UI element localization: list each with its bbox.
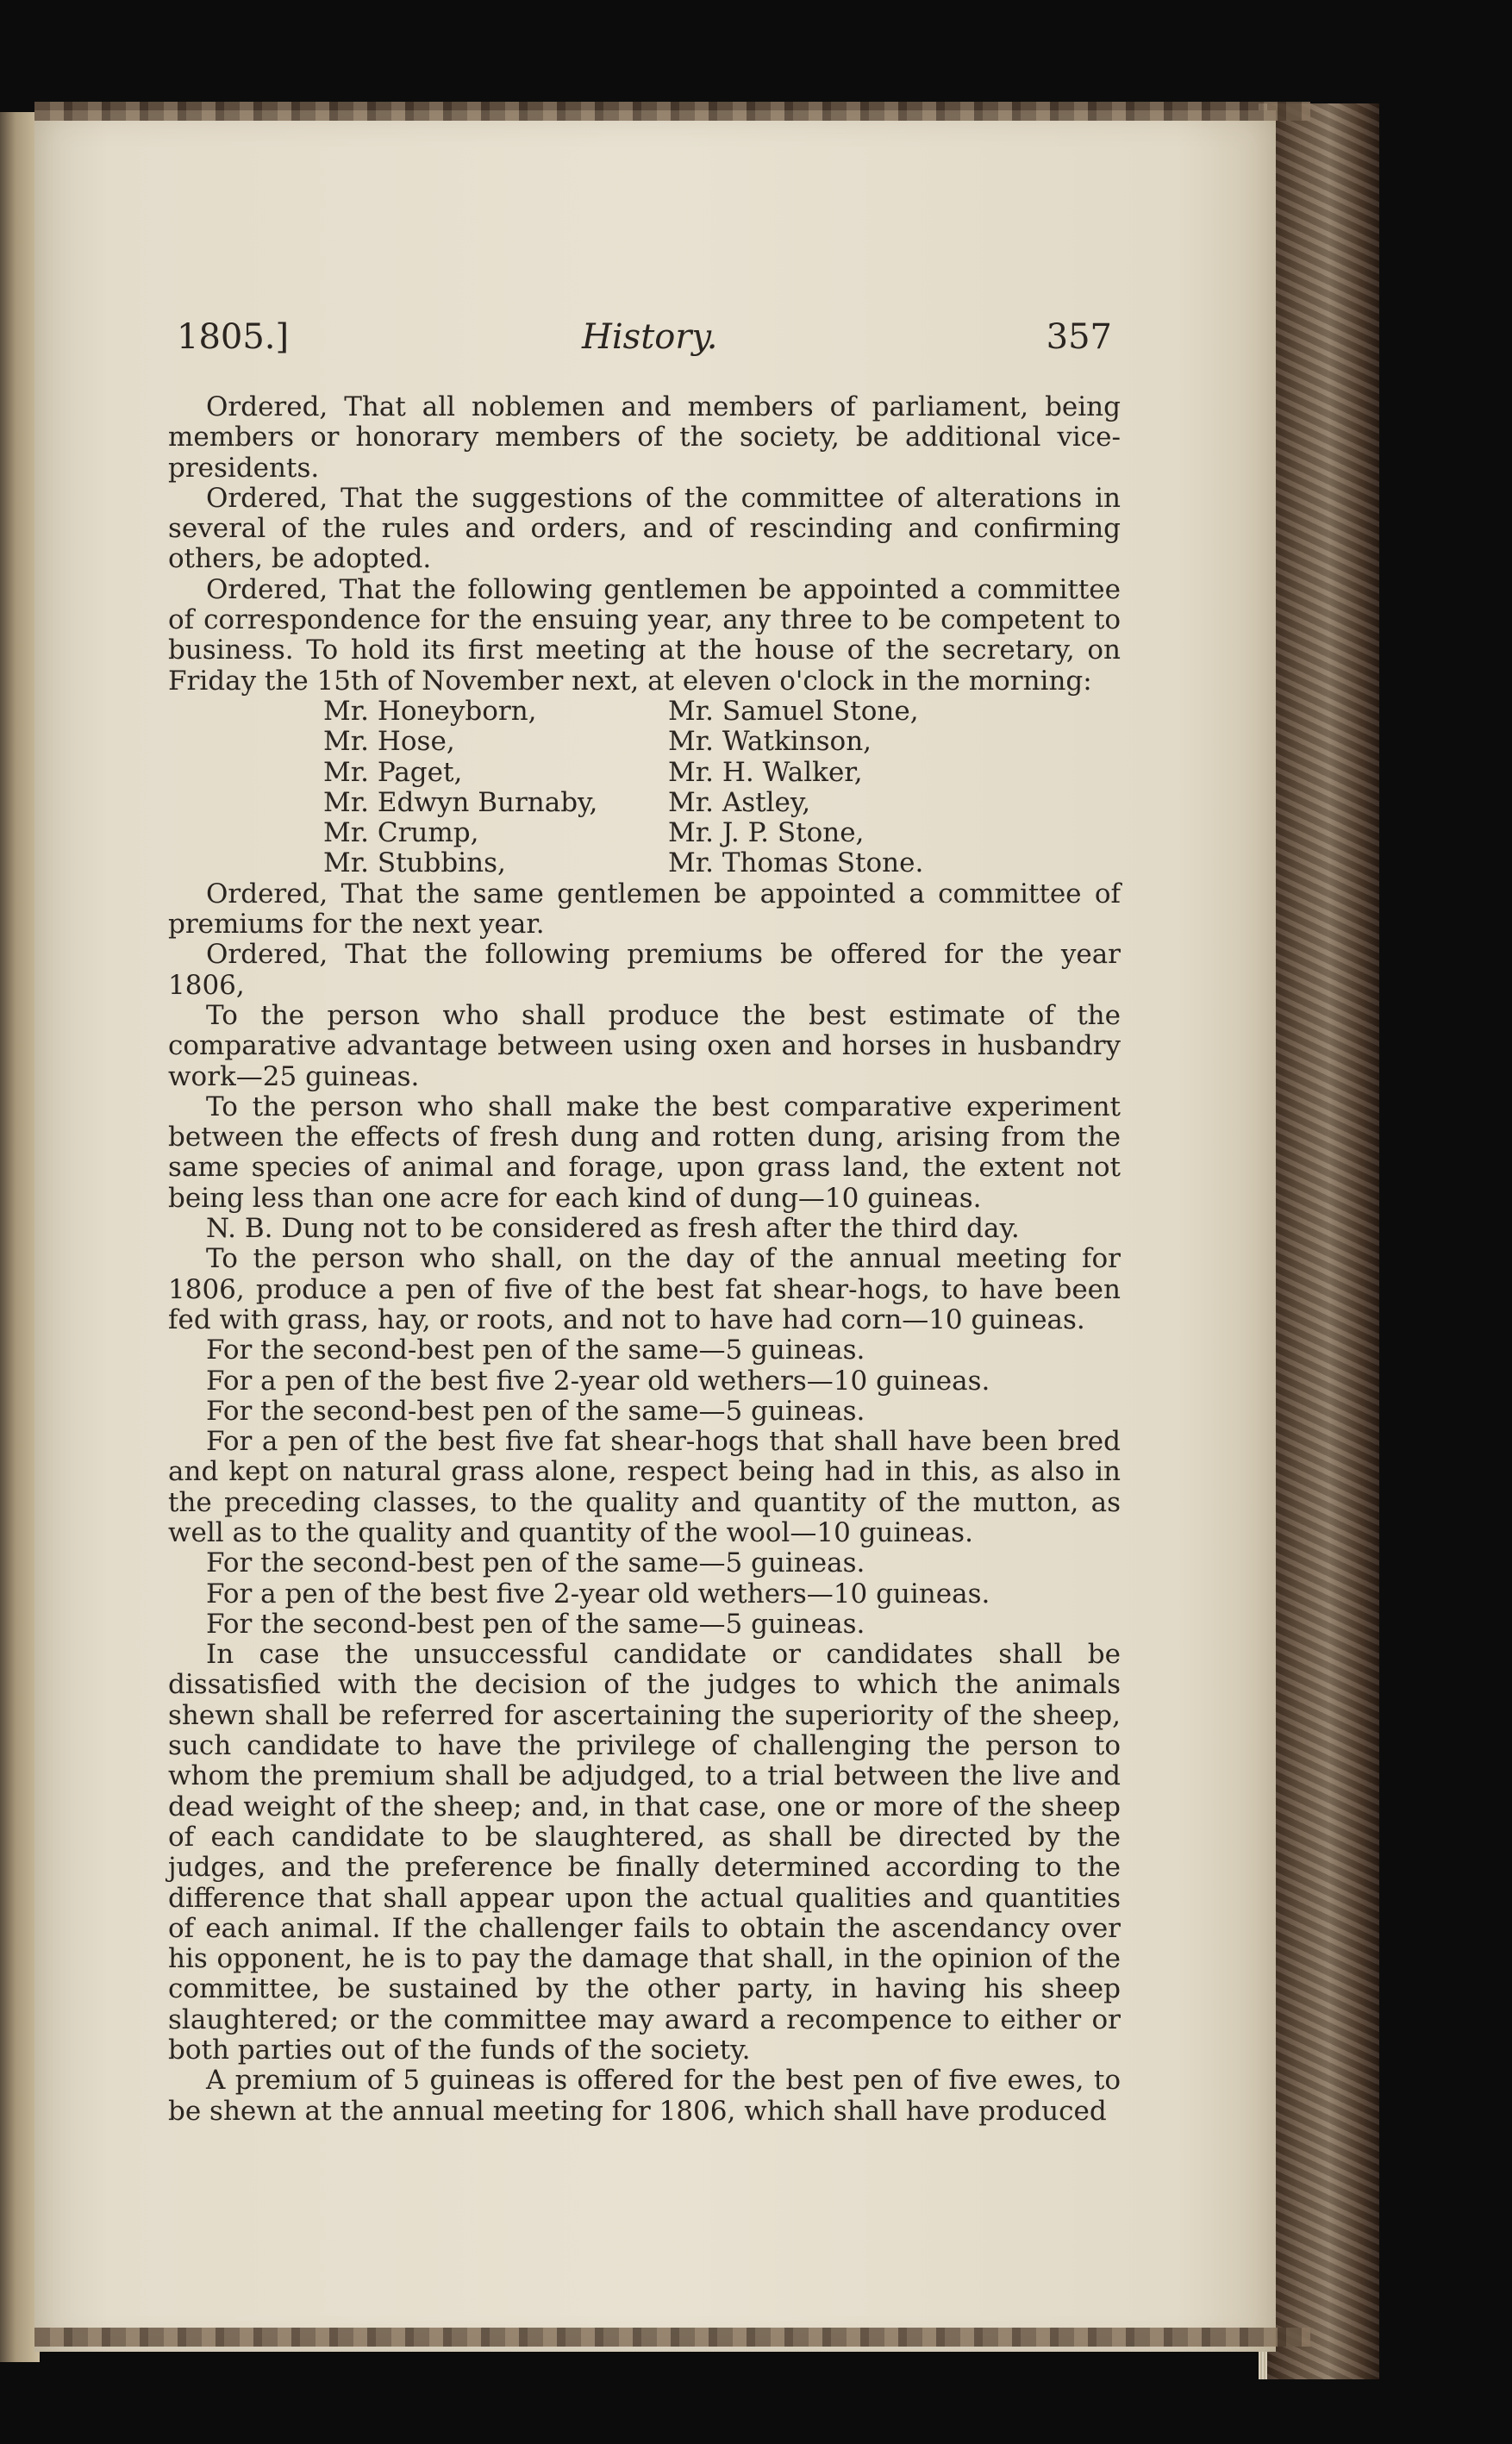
paragraph: For the second-best pen of the same—5 guineas. xyxy=(206,1608,865,1640)
committee-member: Mr. Watkinson, xyxy=(668,726,872,758)
paragraph: Ordered, That the following gentlemen be appointed a committee of correspondence for the ensuing year, any three to be competent to business. To hold its first meeting at the house of the secretary, on Friday the 15th of November next, at eleven o'clock in the morning: xyxy=(168,573,1121,697)
committee-member: Mr. Astley, xyxy=(668,786,811,818)
header-title: History. xyxy=(582,317,718,357)
bottom-page-edge xyxy=(34,2328,1310,2347)
paragraph: For a pen of the best five fat shear-hogs that shall have been bred and kept on natural grass alone, respect being had in this, as also in the preceding classes, to the quality and quantity of the mutton, as well as to the quality and quantity of the wool—10 guineas. xyxy=(168,1426,1121,1548)
paragraph: Ordered, That the following premiums be offered for the year 1806, xyxy=(168,939,1121,1001)
committee-member: Mr. Samuel Stone, xyxy=(668,695,919,727)
page-body xyxy=(168,392,1121,2127)
paragraph: To the person who shall produce the best estimate of the comparative advantage between using oxen and horses in husbandry work—25 guineas. xyxy=(168,999,1121,1092)
paragraph: Ordered, That all noblemen and members of parliament, being members or honorary members of the society, be additional vice-presidents. xyxy=(168,391,1121,484)
paragraph: Ordered, That the same gentlemen be appointed a committee of premiums for the next year. xyxy=(168,878,1121,941)
committee-member: Mr. Thomas Stone. xyxy=(668,847,924,879)
committee-member: Mr. Crump, xyxy=(323,817,479,849)
top-page-edge xyxy=(34,102,1310,121)
committee-member: Mr. J. P. Stone, xyxy=(668,817,865,849)
paragraph: For the second-best pen of the same—5 guineas. xyxy=(206,1395,865,1427)
committee-member: Mr. H. Walker, xyxy=(668,756,863,788)
paragraph: For a pen of the best five 2-year old wethers—10 guineas. xyxy=(206,1578,990,1610)
committee-member: Mr. Honeyborn, xyxy=(323,695,537,727)
paragraph: In case the unsuccessful candidate or candidates shall be dissatisfied with the decision of the judges to which the animals shewn shall be referred for ascertaining the superiority of the sheep, such candidate to have the privilege of challenging the person to whom the premium shall be adjudged, to a trial between the live and dead weight of the sheep; and, in that case, one or more of the sheep of each candidate to be slaughtered, as shall be directed by the judges, and the preference be finally determined according to the difference that shall appear upon the actual qualities and quantities of each animal. If the challenger fails to obtain the ascendancy over his opponent, he is to pay the damage that shall, in the opinion of the committee, be sustained by the other party, in having his sheep slaughtered; or the committee may award a recompence to either or both parties out of the funds of the society. xyxy=(168,1639,1121,2066)
marbled-edge xyxy=(1267,103,1379,2379)
paragraph: For the second-best pen of the same—5 guineas. xyxy=(206,1547,865,1579)
paragraph: To the person who shall, on the day of the annual meeting for 1806, produce a pen of five of the best fat shear-hogs, to have been fed with grass, hay, or roots, and not to have had corn—10 guineas. xyxy=(168,1243,1121,1335)
paragraph: To the person who shall make the best comparative experiment between the effects of fresh dung and rotten dung, arising from the same species of animal and forage, upon grass land, the extent not being less than one acre for each kind of dung—10 guineas. xyxy=(168,1091,1121,1214)
header-year: 1805.] xyxy=(177,317,290,357)
committee-member: Mr. Edwyn Burnaby, xyxy=(323,786,598,818)
committee-member: Mr. Hose, xyxy=(323,726,455,758)
paragraph: For the second-best pen of the same—5 guineas. xyxy=(206,1335,865,1366)
page-number: 357 xyxy=(1046,317,1112,357)
paragraph: For a pen of the best five 2-year old wethers—10 guineas. xyxy=(206,1365,990,1397)
committee-list xyxy=(323,697,1121,879)
committee-member: Mr. Paget, xyxy=(323,756,463,788)
paragraph: A premium of 5 guineas is offered for the best pen of five ewes, to be shewn at the annual meeting for 1806, which shall have produced xyxy=(168,2065,1121,2127)
running-head xyxy=(177,317,1112,360)
committee-member: Mr. Stubbins, xyxy=(323,847,506,879)
paragraph: Ordered, That the suggestions of the committee of alterations in several of the rules and orders, and of rescinding and confirming others, be adopted. xyxy=(168,482,1121,575)
paragraph: N. B. Dung not to be considered as fresh after the third day. xyxy=(206,1213,1020,1245)
